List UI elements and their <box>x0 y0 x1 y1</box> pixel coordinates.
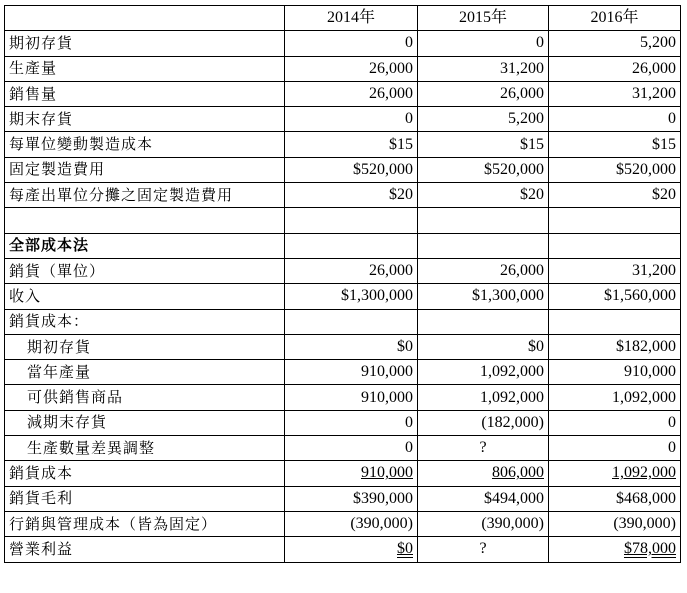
cell-2015: 1,092,000 <box>418 360 549 385</box>
cell-2014: (390,000) <box>285 511 418 536</box>
cell-2015: 26,000 <box>418 81 549 106</box>
cell-2016: 31,200 <box>549 258 681 283</box>
cell-2014: 910,000 <box>285 360 418 385</box>
header-cell-2015: 2015年 <box>418 6 549 31</box>
header-cell-2016: 2016年 <box>549 6 681 31</box>
cell-2015 <box>418 233 549 258</box>
cell-2015: $15 <box>418 132 549 157</box>
cell-2014: 0 <box>285 31 418 56</box>
cell-2016: 0 <box>549 436 681 461</box>
row-label: 銷貨成本 <box>5 461 285 486</box>
row-label: 期初存貨 <box>5 31 285 56</box>
table-row <box>5 486 681 511</box>
cell-2014: 26,000 <box>285 258 418 283</box>
row-label: 期初存貨 <box>5 334 285 359</box>
row-label: 可供銷售商品 <box>5 385 285 410</box>
cell-2016: 31,200 <box>549 81 681 106</box>
cell-2016 <box>549 461 681 486</box>
table-row <box>5 258 681 283</box>
cell-2016: 5,200 <box>549 31 681 56</box>
cell-2014: $390,000 <box>285 486 418 511</box>
underlined-value: 910,000 <box>361 464 413 482</box>
cell-2015: 0 <box>418 31 549 56</box>
cell-2015: ? <box>418 436 549 461</box>
cell-2015: (182,000) <box>418 410 549 435</box>
row-label: 銷貨（單位） <box>5 258 285 283</box>
income-statement-table <box>4 5 681 563</box>
table-row <box>5 461 681 486</box>
row-label: 每產出單位分攤之固定製造費用 <box>5 183 285 208</box>
cell-2014: 910,000 <box>285 385 418 410</box>
cell-2015: 31,200 <box>418 56 549 81</box>
cell-2016 <box>549 537 681 562</box>
table-row <box>5 410 681 435</box>
table-row <box>5 284 681 309</box>
row-label: 營業利益 <box>5 537 285 562</box>
double-underlined-value: $78,000 <box>624 540 676 558</box>
table-row <box>5 56 681 81</box>
cell-2015: ? <box>418 537 549 562</box>
cell-2015 <box>418 309 549 334</box>
row-label: 當年產量 <box>5 360 285 385</box>
cell-2016 <box>549 309 681 334</box>
cell-2015 <box>418 208 549 233</box>
table-row <box>5 334 681 359</box>
cell-2016: (390,000) <box>549 511 681 536</box>
table-row <box>5 360 681 385</box>
cell-2015: $520,000 <box>418 157 549 182</box>
cell-2016: $15 <box>549 132 681 157</box>
row-label: 行銷與管理成本（皆為固定） <box>5 511 285 536</box>
row-label: 收入 <box>5 284 285 309</box>
cell-2016 <box>549 208 681 233</box>
row-label <box>5 208 285 233</box>
row-label: 每單位變動製造成本 <box>5 132 285 157</box>
double-underlined-value: $0 <box>397 540 413 558</box>
cell-2015: 1,092,000 <box>418 385 549 410</box>
header-cell-label <box>5 6 285 31</box>
header-row <box>5 6 681 31</box>
cell-2016: 26,000 <box>549 56 681 81</box>
cell-2016: $468,000 <box>549 486 681 511</box>
row-label: 銷貨毛利 <box>5 486 285 511</box>
cell-2015 <box>418 461 549 486</box>
table-row <box>5 132 681 157</box>
cell-2016 <box>549 233 681 258</box>
row-label: 期末存貨 <box>5 107 285 132</box>
cell-2014 <box>285 537 418 562</box>
header-cell-2014: 2014年 <box>285 6 418 31</box>
cell-2014: 26,000 <box>285 56 418 81</box>
cell-2016: $20 <box>549 183 681 208</box>
row-label: 銷售量 <box>5 81 285 106</box>
row-label: 生產數量差異調整 <box>5 436 285 461</box>
table-row <box>5 511 681 536</box>
table-row <box>5 537 681 562</box>
table-row <box>5 309 681 334</box>
table-row <box>5 385 681 410</box>
cell-2016: $182,000 <box>549 334 681 359</box>
cell-2016: 0 <box>549 410 681 435</box>
row-label: 銷貨成本： <box>5 309 285 334</box>
cell-2016: 1,092,000 <box>549 385 681 410</box>
row-label: 固定製造費用 <box>5 157 285 182</box>
section-heading: 全部成本法 <box>5 233 285 258</box>
underlined-value: 1,092,000 <box>612 464 676 482</box>
row-label: 生產量 <box>5 56 285 81</box>
cell-2015: $20 <box>418 183 549 208</box>
cell-2014 <box>285 309 418 334</box>
cell-2016: $1,560,000 <box>549 284 681 309</box>
cell-2015: $1,300,000 <box>418 284 549 309</box>
cell-2016: 0 <box>549 107 681 132</box>
blank-row <box>5 208 681 233</box>
cell-2015: 26,000 <box>418 258 549 283</box>
cell-2014 <box>285 208 418 233</box>
cell-2015: (390,000) <box>418 511 549 536</box>
cell-2014: $520,000 <box>285 157 418 182</box>
cell-2014: $0 <box>285 334 418 359</box>
cell-2014: 0 <box>285 436 418 461</box>
cell-2014: $20 <box>285 183 418 208</box>
cell-2014: 0 <box>285 410 418 435</box>
underlined-value: 806,000 <box>492 464 544 482</box>
cell-2014 <box>285 233 418 258</box>
cell-2014: 26,000 <box>285 81 418 106</box>
cell-2015: $494,000 <box>418 486 549 511</box>
cell-2014 <box>285 461 418 486</box>
section-heading-row <box>5 233 681 258</box>
table-row <box>5 183 681 208</box>
table-row <box>5 157 681 182</box>
cell-2016: $520,000 <box>549 157 681 182</box>
cell-2015: $0 <box>418 334 549 359</box>
table-row <box>5 107 681 132</box>
row-label: 減期末存貨 <box>5 410 285 435</box>
cell-2014: $1,300,000 <box>285 284 418 309</box>
cell-2014: 0 <box>285 107 418 132</box>
table-row <box>5 436 681 461</box>
table-row <box>5 81 681 106</box>
cell-2014: $15 <box>285 132 418 157</box>
cell-2015: 5,200 <box>418 107 549 132</box>
table-row <box>5 31 681 56</box>
cell-2016: 910,000 <box>549 360 681 385</box>
